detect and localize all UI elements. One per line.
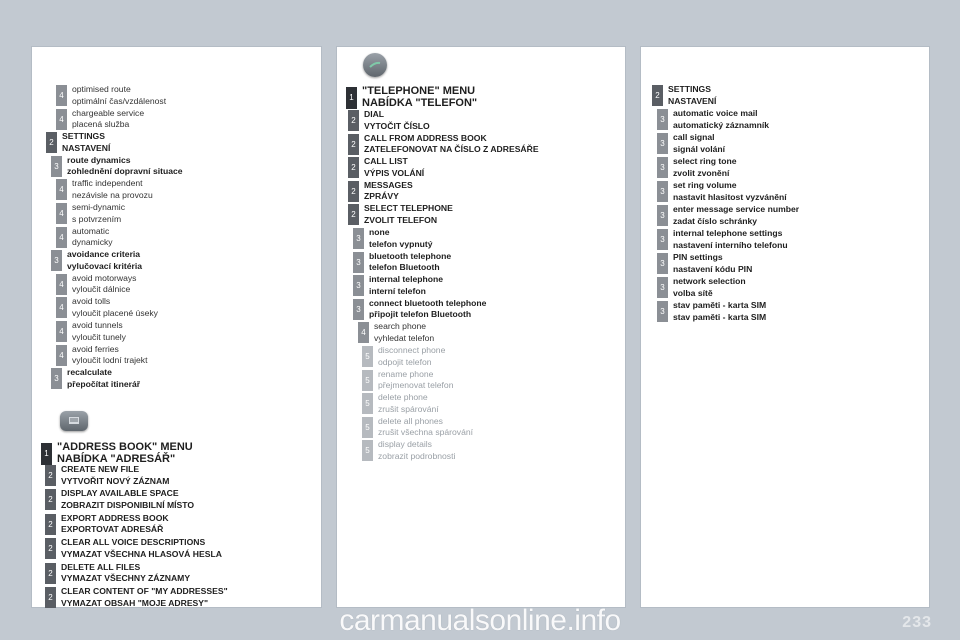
- item-label-cs: vyloučit tunely: [72, 331, 126, 342]
- menu-item: [32, 179, 321, 203]
- level-badge: 3: [657, 157, 668, 178]
- item-label-en: SELECT TELEPHONE: [364, 203, 453, 214]
- menu-item: [337, 275, 625, 299]
- menu-item-text: [369, 251, 451, 274]
- menu-item-text: [72, 320, 126, 343]
- menu-item-text: [61, 537, 222, 560]
- item-label-en: rename phone: [378, 368, 434, 379]
- item-label-en: internal telephone: [369, 274, 444, 285]
- menu-item-text: [72, 108, 144, 131]
- item-label-en: semi-dynamic: [72, 202, 126, 212]
- item-label-en: bluetooth telephone: [369, 250, 452, 261]
- item-label-cs: nastavení kódu PIN: [673, 263, 753, 274]
- item-label-en: delete phone: [378, 392, 428, 403]
- menu-item-text: [364, 133, 539, 156]
- level-badge: 4: [56, 85, 67, 106]
- item-label-cs: přejmenovat telefon: [378, 380, 454, 391]
- level-badge: 4: [56, 179, 67, 200]
- item-label-cs: ZOBRAZIT DISPONIBILNÍ MÍSTO: [61, 499, 195, 510]
- menu-item: [337, 393, 625, 417]
- item-label-cs: dynamicky: [72, 237, 113, 248]
- item-label-cs: ZVOLIT TELEFON: [364, 214, 438, 225]
- menu-item: [641, 205, 929, 229]
- menu-item-text: [67, 249, 142, 272]
- menu-item-text: [364, 156, 424, 179]
- menu-title-line: "TELEPHONE" MENU: [362, 85, 476, 97]
- left-panel: [31, 46, 322, 608]
- menu-item: [32, 489, 321, 513]
- menu-item: [32, 514, 321, 538]
- menu-item: [337, 181, 625, 205]
- item-label-cs: vyloučit lodní trajekt: [72, 355, 148, 366]
- level-badge: 3: [657, 301, 668, 322]
- menu-item-text: [67, 367, 140, 390]
- item-label-en: search phone: [374, 321, 427, 332]
- item-label-en: internal telephone settings: [673, 228, 783, 238]
- item-label-cs: NASTAVENÍ: [62, 142, 111, 153]
- item-label-en: chargeable service: [72, 107, 145, 118]
- level-badge: 3: [51, 368, 62, 389]
- menu-item-text: [673, 156, 737, 179]
- menu-item-text: [72, 202, 125, 225]
- menu-item-text: [369, 298, 486, 321]
- level-badge: 3: [657, 229, 668, 250]
- menu-item-text: [61, 513, 169, 536]
- menu-item-text: [378, 392, 439, 415]
- item-label-cs: ZPRÁVY: [364, 191, 399, 202]
- level-badge: 2: [348, 134, 359, 155]
- menu-item: [641, 109, 929, 133]
- menu-item: [641, 253, 929, 277]
- menu-item: [641, 133, 929, 157]
- item-label-en: SETTINGS: [668, 84, 711, 94]
- level-badge: 4: [56, 321, 67, 342]
- menu-item: [337, 299, 625, 323]
- menu-item: [641, 301, 929, 325]
- level-badge: 2: [348, 181, 359, 202]
- item-label-en: enter message service number: [673, 204, 800, 214]
- menu-item: [337, 417, 625, 441]
- item-label-cs: připojit telefon Bluetooth: [369, 309, 472, 320]
- menu-item: [641, 229, 929, 253]
- item-label-en: traffic independent: [72, 178, 143, 189]
- level-badge: 2: [348, 204, 359, 225]
- menu-item: [337, 228, 625, 252]
- menu-item: [32, 297, 321, 321]
- item-label-cs: automatický záznamník: [673, 119, 769, 130]
- item-label-en: disconnect phone: [378, 345, 446, 355]
- menu-item-text: [673, 228, 788, 251]
- item-label-cs: stav paměti - karta SIM: [673, 311, 767, 322]
- level-badge: 2: [45, 465, 56, 486]
- menu-item: [32, 227, 321, 251]
- item-label-en: PIN settings: [673, 252, 723, 262]
- menu-item-text: [369, 227, 433, 250]
- menu-title-line: "ADDRESS BOOK" MENU: [57, 441, 193, 453]
- item-label-en: avoid tolls: [72, 296, 111, 307]
- item-label-cs: VYMAZAT VŠECHNA HLASOVÁ HESLA: [61, 548, 222, 559]
- level-badge: 3: [657, 277, 668, 298]
- level-badge: 2: [45, 563, 56, 584]
- level-badge: 2: [45, 489, 56, 510]
- item-label-cs: vylučovací kritéria: [67, 260, 143, 271]
- level-badge: 3: [51, 156, 62, 177]
- level-badge: 2: [45, 514, 56, 535]
- menu-item: [32, 109, 321, 133]
- item-label-cs: nastavit hlasitost vyzvánění: [673, 191, 787, 202]
- menu-item-text: [673, 180, 787, 203]
- menu-item-text: [61, 488, 194, 511]
- level-badge: 5: [362, 370, 373, 391]
- level-badge: 4: [56, 227, 67, 248]
- menu-item: [32, 465, 321, 489]
- menu-item-text: [673, 132, 725, 155]
- level-badge: 4: [56, 203, 67, 224]
- item-label-cs: telefon Bluetooth: [369, 262, 440, 273]
- item-label-en: CLEAR ALL VOICE DESCRIPTIONS: [61, 537, 206, 548]
- menu-item-text: [673, 204, 799, 227]
- level-badge: 3: [353, 252, 364, 273]
- menu-title: [362, 85, 477, 109]
- item-label-en: avoidance criteria: [67, 249, 141, 260]
- menu-item-text: [72, 296, 158, 319]
- menu-item-text: [364, 109, 430, 132]
- page-number: 233: [902, 614, 932, 631]
- item-label-cs: vyloučit placené úseky: [72, 307, 158, 318]
- item-label-cs: odpojit telefon: [378, 356, 432, 367]
- item-label-cs: EXPORTOVAT ADRESÁŘ: [61, 524, 164, 535]
- menu-item: [337, 157, 625, 181]
- item-label-en: delete all phones: [378, 415, 443, 426]
- item-label-cs: zobrazit podrobnosti: [378, 450, 456, 461]
- menu-item: [32, 368, 321, 392]
- item-label-en: CREATE NEW FILE: [61, 464, 140, 474]
- level-badge: 5: [362, 346, 373, 367]
- menu-item: [337, 370, 625, 394]
- menu-item: [32, 274, 321, 298]
- level-badge: 4: [56, 297, 67, 318]
- level-badge: 5: [362, 440, 373, 461]
- menu-item-text: [72, 273, 136, 296]
- menu-item: [641, 85, 929, 109]
- level-badge: 3: [353, 275, 364, 296]
- address-book-icon: [60, 411, 88, 431]
- menu-item: [641, 277, 929, 301]
- menu-item-text: [374, 321, 434, 344]
- level-badge: 3: [657, 205, 668, 226]
- level-badge: 4: [56, 109, 67, 130]
- item-label-cs: s potvrzením: [72, 213, 122, 224]
- item-label-en: CLEAR CONTENT OF "MY ADDRESSES": [61, 586, 228, 596]
- menu-item: [337, 346, 625, 370]
- menu-item-text: [67, 155, 183, 178]
- item-label-cs: VYTOČIT ČÍSLO: [364, 120, 430, 131]
- level-badge: 3: [353, 299, 364, 320]
- right-panel: [640, 46, 930, 608]
- menu-item-text: [369, 274, 443, 297]
- item-label-cs: VYMAZAT OBSAH "MOJE ADRESY": [61, 597, 209, 608]
- item-label-cs: NASTAVENÍ: [668, 95, 717, 106]
- menu-item: [641, 181, 929, 205]
- menu-item: [32, 538, 321, 562]
- item-label-en: DIAL: [364, 109, 385, 119]
- menu-title-line: NABÍDKA "ADRESÁŘ": [57, 453, 176, 465]
- level-badge: 2: [348, 157, 359, 178]
- menu-item-text: [72, 344, 147, 367]
- menu-title: [57, 441, 193, 465]
- level-badge: 3: [657, 181, 668, 202]
- menu-item: [32, 132, 321, 156]
- item-label-en: recalculate: [67, 367, 112, 378]
- menu-item: [32, 345, 321, 369]
- item-label-en: SETTINGS: [62, 131, 105, 142]
- item-label-cs: přepočítat itinerář: [67, 378, 141, 389]
- item-label-cs: VYMAZAT VŠECHNY ZÁZNAMY: [61, 573, 191, 584]
- menu-item: [337, 110, 625, 134]
- menu-item: [337, 252, 625, 276]
- item-label-cs: optimální čas/vzdálenost: [72, 95, 167, 106]
- item-label-cs: volba sítě: [673, 287, 713, 298]
- item-label-en: select ring tone: [673, 156, 737, 166]
- item-label-cs: VYTVOŘIT NOVÝ ZÁZNAM: [61, 475, 170, 486]
- menu-item: [641, 157, 929, 181]
- level-badge: 3: [353, 228, 364, 249]
- menu-item: [32, 563, 321, 587]
- item-label-cs: telefon vypnutý: [369, 238, 433, 249]
- menu-item-text: [378, 439, 455, 462]
- level-badge: 4: [56, 274, 67, 295]
- item-label-cs: zadat číslo schránky: [673, 215, 758, 226]
- menu-item-text: [673, 252, 752, 275]
- item-label-cs: interní telefon: [369, 285, 426, 296]
- item-label-cs: placená služba: [72, 119, 130, 130]
- item-label-en: network selection: [673, 276, 746, 286]
- item-label-en: optimised route: [72, 84, 131, 94]
- item-label-en: avoid ferries: [72, 343, 119, 354]
- menu-item-text: [364, 203, 453, 226]
- menu-item-text: [72, 84, 166, 107]
- item-label-cs: zrušit všechna spárování: [378, 427, 474, 438]
- item-label-en: EXPORT ADDRESS BOOK: [61, 512, 169, 523]
- menu-item-text: [364, 180, 413, 203]
- item-label-en: automatic voice mail: [673, 108, 758, 118]
- menu-item-text: [668, 84, 716, 107]
- menu-item-text: [61, 562, 190, 585]
- menu-item: [32, 85, 321, 109]
- item-label-cs: vyloučit dálnice: [72, 284, 131, 295]
- level-badge: 4: [56, 345, 67, 366]
- level-badge: 3: [657, 253, 668, 274]
- menu-item-text: [378, 345, 445, 368]
- item-label-en: none: [369, 227, 390, 237]
- item-label-en: DISPLAY AVAILABLE SPACE: [61, 488, 179, 499]
- level-badge: 5: [362, 417, 373, 438]
- item-label-cs: signál volání: [673, 143, 726, 154]
- menu-item-text: [72, 226, 113, 249]
- item-label-en: avoid motorways: [72, 272, 137, 283]
- menu-item: [32, 321, 321, 345]
- level-badge: 2: [652, 85, 663, 106]
- item-label-en: CALL FROM ADDRESS BOOK: [364, 132, 487, 143]
- menu-item-text: [61, 464, 169, 487]
- item-label-en: DELETE ALL FILES: [61, 561, 141, 572]
- item-label-en: route dynamics: [67, 154, 131, 165]
- menu-item-text: [673, 300, 766, 323]
- level-badge: 2: [46, 132, 57, 153]
- menu-item: [337, 134, 625, 158]
- menu-item: [32, 203, 321, 227]
- item-label-en: MESSAGES: [364, 179, 413, 190]
- level-badge: 2: [45, 538, 56, 559]
- item-label-cs: nastavení interního telefonu: [673, 239, 788, 250]
- item-label-en: call signal: [673, 132, 715, 142]
- item-label-cs: nezávisle na provozu: [72, 189, 153, 200]
- item-label-cs: zrušit spárování: [378, 403, 439, 414]
- item-label-cs: zohlednění dopravní situace: [67, 166, 183, 177]
- item-label-en: display details: [378, 439, 432, 450]
- telephone-icon: [363, 53, 387, 77]
- menu-item-text: [378, 416, 473, 439]
- level-badge: 3: [51, 250, 62, 271]
- level-badge: 2: [348, 110, 359, 131]
- menu-item-text: [72, 178, 153, 201]
- item-label-cs: vyhledat telefon: [374, 332, 435, 343]
- menu-item: [32, 250, 321, 274]
- item-label-en: set ring volume: [673, 180, 737, 190]
- watermark: carmanualsonline.info: [339, 604, 621, 637]
- menu-item-text: [378, 369, 453, 392]
- item-label-en: stav paměti - karta SIM: [673, 300, 767, 310]
- menu-level-badge: 1: [41, 443, 52, 465]
- item-label-en: avoid tunnels: [72, 320, 123, 330]
- menu-item: [337, 204, 625, 228]
- level-badge: 2: [45, 587, 56, 608]
- middle-panel: [336, 46, 626, 608]
- item-label-cs: zvolit zvonění: [673, 167, 730, 178]
- level-badge: 5: [362, 393, 373, 414]
- item-label-en: automatic: [72, 225, 110, 236]
- level-badge: 3: [657, 133, 668, 154]
- item-label-cs: VÝPIS VOLÁNÍ: [364, 167, 425, 178]
- item-label-cs: ZATELEFONOVAT NA ČÍSLO Z ADRESÁŘE: [364, 144, 539, 155]
- menu-title-line: NABÍDKA "TELEFON": [362, 97, 478, 109]
- menu-item-text: [62, 131, 110, 154]
- item-label-en: connect bluetooth telephone: [369, 297, 487, 308]
- menu-item-text: [673, 108, 769, 131]
- level-badge: 4: [358, 322, 369, 343]
- menu-item-text: [673, 276, 746, 299]
- menu-item: [337, 322, 625, 346]
- level-badge: 3: [657, 109, 668, 130]
- menu-item: [337, 440, 625, 464]
- item-label-en: CALL LIST: [364, 156, 408, 167]
- menu-level-badge: 1: [346, 87, 357, 109]
- menu-item: [32, 156, 321, 180]
